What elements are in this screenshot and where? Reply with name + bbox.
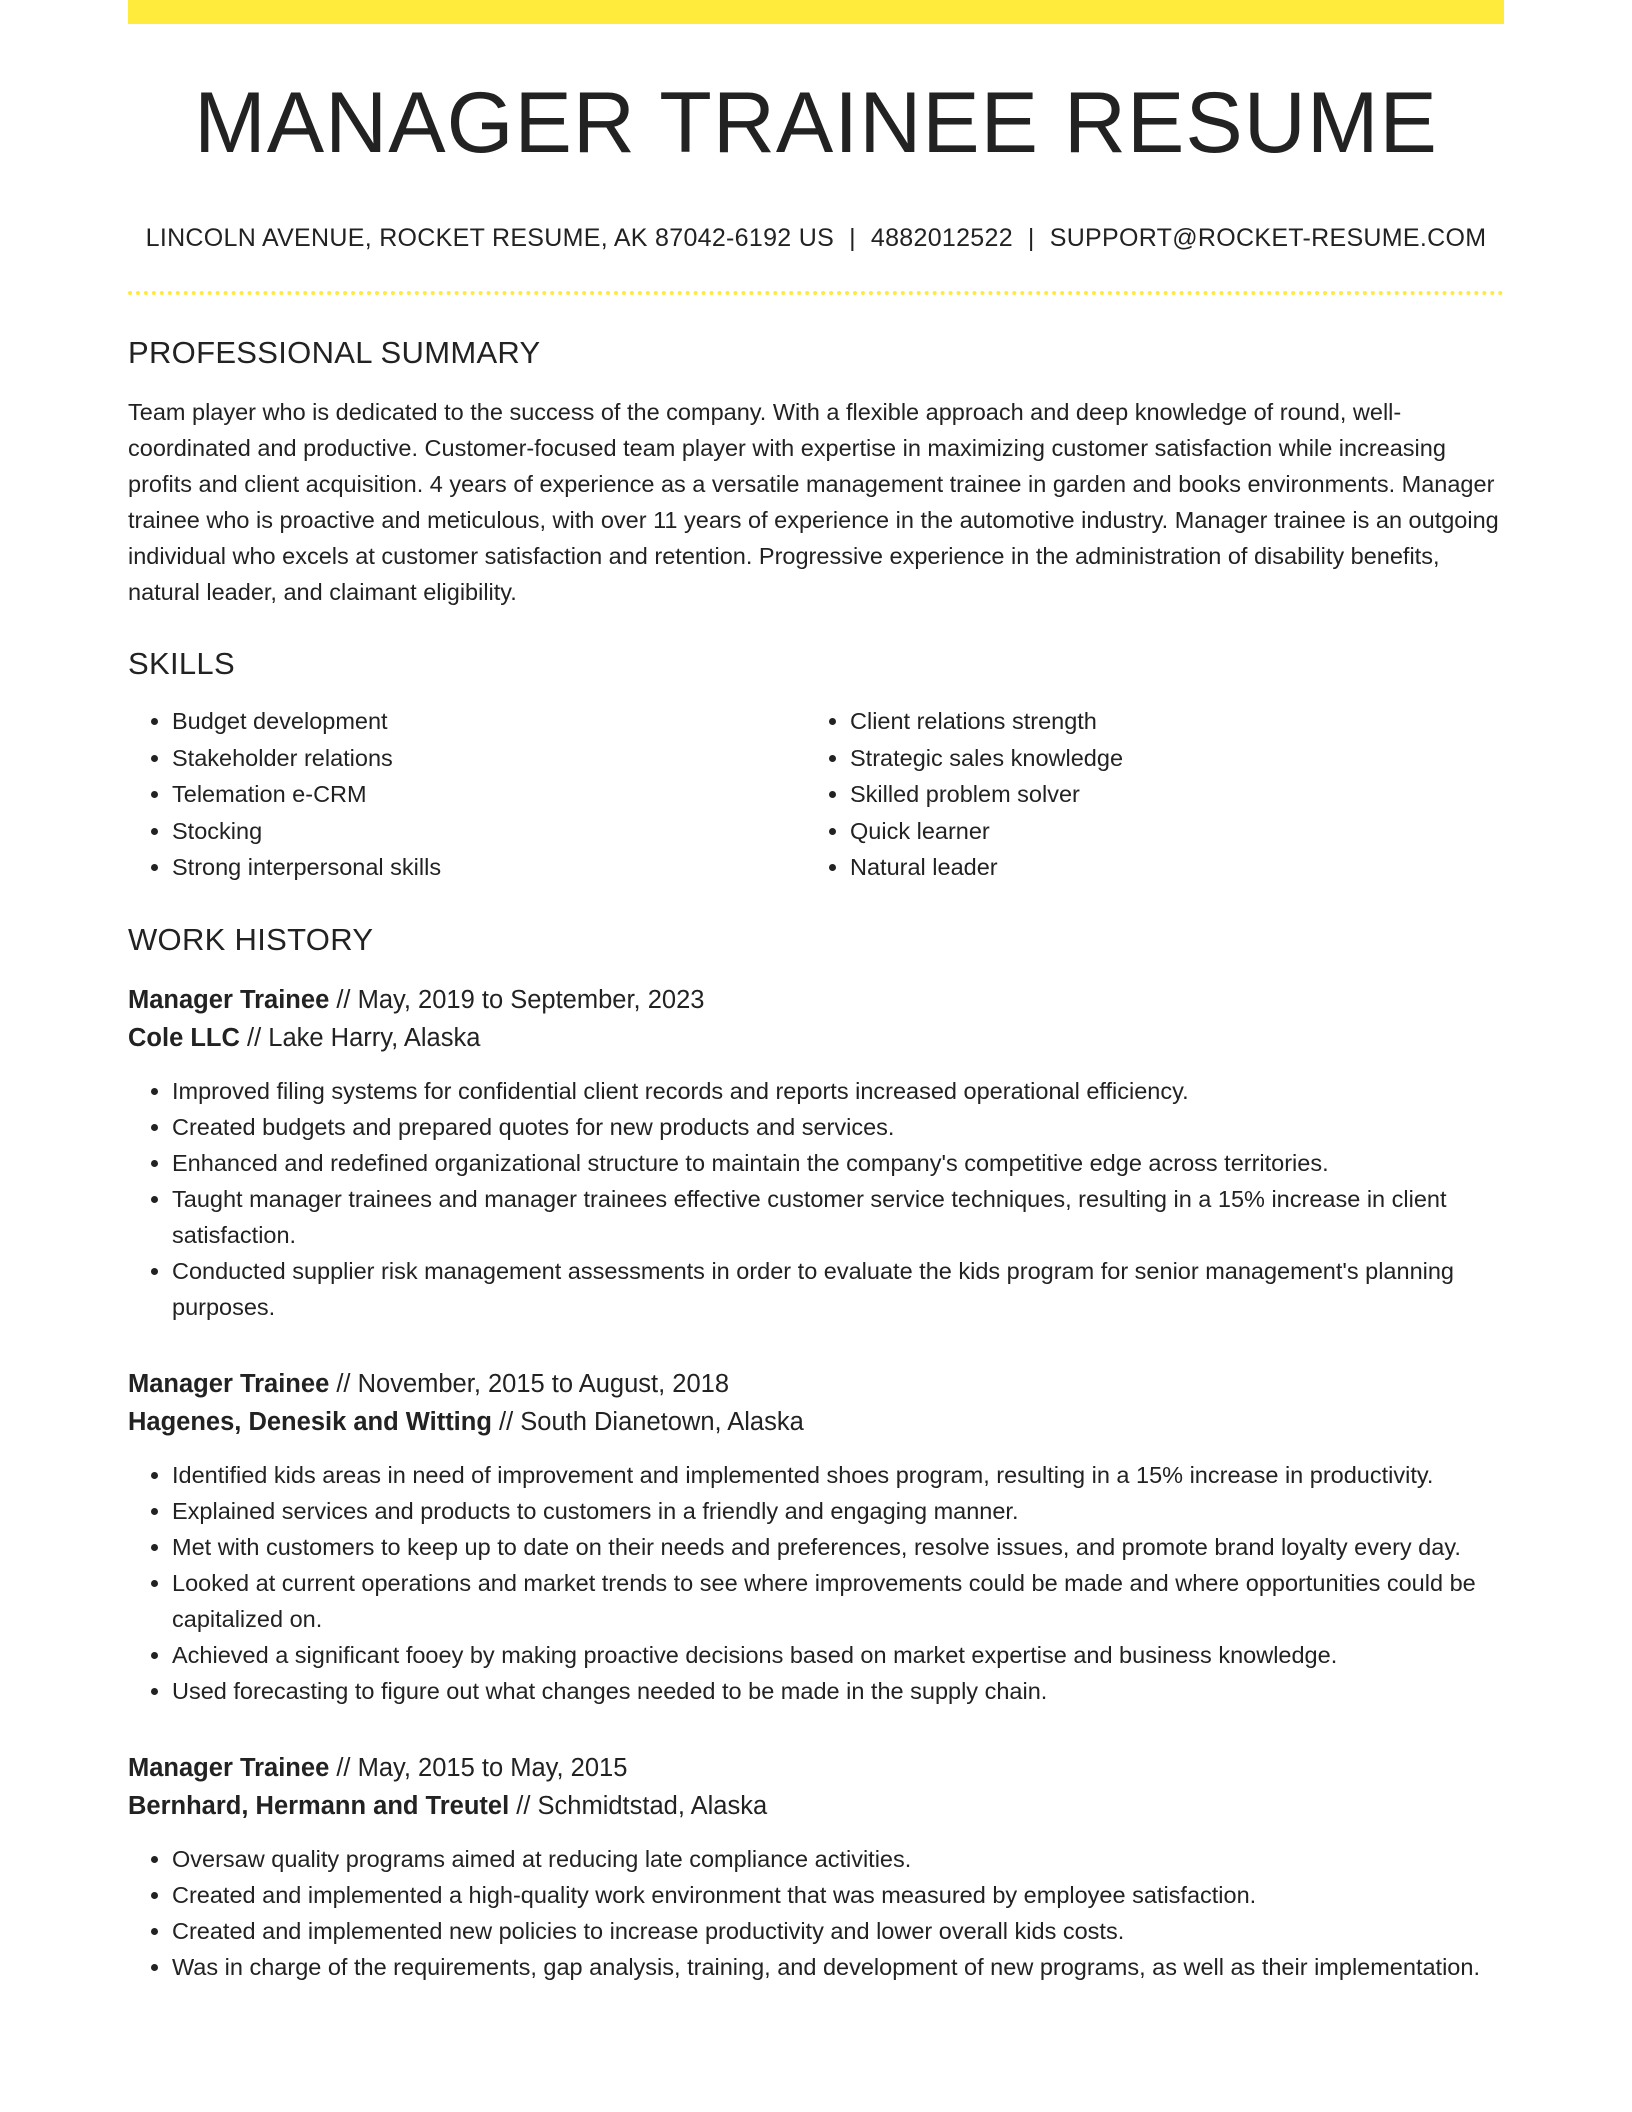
job-location: // South Dianetown, Alaska (499, 1407, 804, 1436)
skill-item: • Quick learner (850, 813, 1490, 850)
job-bullets (128, 1073, 1504, 1325)
job-company: Bernhard, Hermann and Treutel (128, 1791, 510, 1820)
skill-item: • Client relations strength (850, 703, 1490, 740)
skill-item: • Strong interpersonal skills (172, 849, 806, 886)
job-bullet: • Was in charge of the requirements, gap analysis, training, and development of new programs, as well as their implementation. (172, 1949, 1504, 1985)
dotted-divider (128, 291, 1504, 295)
contact-separator: | (1027, 224, 1035, 252)
skills-list (128, 703, 1504, 886)
job-title: Manager Trainee (128, 1369, 330, 1398)
job-title-line (128, 1749, 1504, 1787)
skill-item: • Natural leader (850, 849, 1490, 886)
contact-email: SUPPORT@ROCKET-RESUME.COM (1049, 224, 1487, 252)
contact-line (128, 224, 1504, 253)
job-bullet: • Enhanced and redefined organizational structure to maintain the company's competitive edge across territories. (172, 1145, 1504, 1181)
skill-item: • Skilled problem solver (850, 776, 1490, 813)
job-bullets (128, 1841, 1504, 1985)
job-bullet: • Achieved a significant fooey by making proactive decisions based on market expertise and business knowledge. (172, 1637, 1504, 1673)
job-title: Manager Trainee (128, 1753, 330, 1782)
job-title-line (128, 981, 1504, 1019)
resume-title: MANAGER TRAINEE RESUME (194, 75, 1438, 171)
job-company-line (128, 1019, 1504, 1057)
job-entry (128, 981, 1504, 1325)
job-bullet: • Conducted supplier risk management assessments in order to evaluate the kids program for senior management's planning purposes. (172, 1253, 1504, 1325)
job-company-line (128, 1403, 1504, 1441)
job-entry (128, 1365, 1504, 1709)
skills-column-right (806, 703, 1490, 886)
job-bullet: • Created and implemented new policies to increase productivity and lower overall kids costs. (172, 1913, 1504, 1949)
job-bullet: • Improved filing systems for confidential client records and reports increased operational efficiency. (172, 1073, 1504, 1109)
job-bullet: • Used forecasting to figure out what changes needed to be made in the supply chain. (172, 1673, 1504, 1709)
work-history-heading: WORK HISTORY (128, 921, 374, 957)
job-entry (128, 1749, 1504, 1985)
skills-column-left (128, 703, 806, 886)
job-location: // Lake Harry, Alaska (247, 1023, 481, 1052)
job-bullet: • Looked at current operations and market trends to see where improvements could be made and where opportunities could be capitalized on. (172, 1565, 1504, 1637)
job-company-line (128, 1787, 1504, 1825)
job-bullet: • Oversaw quality programs aimed at reducing late compliance activities. (172, 1841, 1504, 1877)
contact-phone: 4882012522 (870, 224, 1013, 252)
skill-item: • Budget development (172, 703, 806, 740)
job-bullet: • Created and implemented a high-quality work environment that was measured by employee satisfaction. (172, 1877, 1504, 1913)
job-bullet: • Identified kids areas in need of improvement and implemented shoes program, resulting in a 15% increase in productivity. (172, 1457, 1504, 1493)
skill-item: • Strategic sales knowledge (850, 740, 1490, 777)
job-location: // Schmidtstad, Alaska (516, 1791, 768, 1820)
contact-address: LINCOLN AVENUE, ROCKET RESUME, AK 87042-6192 US (145, 224, 835, 252)
job-bullets (128, 1457, 1504, 1709)
job-bullet: • Created budgets and prepared quotes for new products and services. (172, 1109, 1504, 1145)
skills-heading: SKILLS (128, 646, 235, 681)
job-dates: // November, 2015 to August, 2018 (336, 1369, 730, 1398)
job-company: Cole LLC (128, 1023, 240, 1052)
skill-item: • Telemation e-CRM (172, 776, 806, 813)
contact-separator: | (849, 224, 856, 252)
skill-item: • Stakeholder relations (172, 740, 806, 777)
accent-bar (128, 0, 1504, 24)
job-bullet: • Explained services and products to customers in a friendly and engaging manner. (172, 1493, 1504, 1529)
summary-heading: PROFESSIONAL SUMMARY (128, 335, 541, 370)
job-company: Hagenes, Denesik and Witting (128, 1407, 492, 1436)
job-bullet: • Taught manager trainees and manager trainees effective customer service techniques, resulting in a 15% increase in client satisfaction. (172, 1181, 1504, 1253)
job-dates: // May, 2015 to May, 2015 (336, 1753, 628, 1782)
job-title-line (128, 1365, 1504, 1403)
job-bullet: • Met with customers to keep up to date on their needs and preferences, resolve issues, and promote brand loyalty every day. (172, 1529, 1504, 1565)
skill-item: • Stocking (172, 813, 806, 850)
summary-text: Team player who is dedicated to the success of the company. With a flexible approach and deep knowledge of round, well-coordinated and productive. Customer-focused team player with expertise in maximizing customer satisfaction while increasing profits and client acquisition. 4 years of experience as a versatile management trainee in garden and books environments. Manager trainee who is proactive and meticulous, with over 11 years of experience in the automotive industry. Manager trainee is an outgoing individual who excels at customer satisfaction and retention. Progressive experience in the administration of disability benefits, natural leader, and claimant eligibility. (128, 399, 1499, 605)
job-dates: // May, 2019 to September, 2023 (336, 985, 705, 1014)
resume-page (128, 0, 1504, 1985)
job-title: Manager Trainee (128, 985, 330, 1014)
